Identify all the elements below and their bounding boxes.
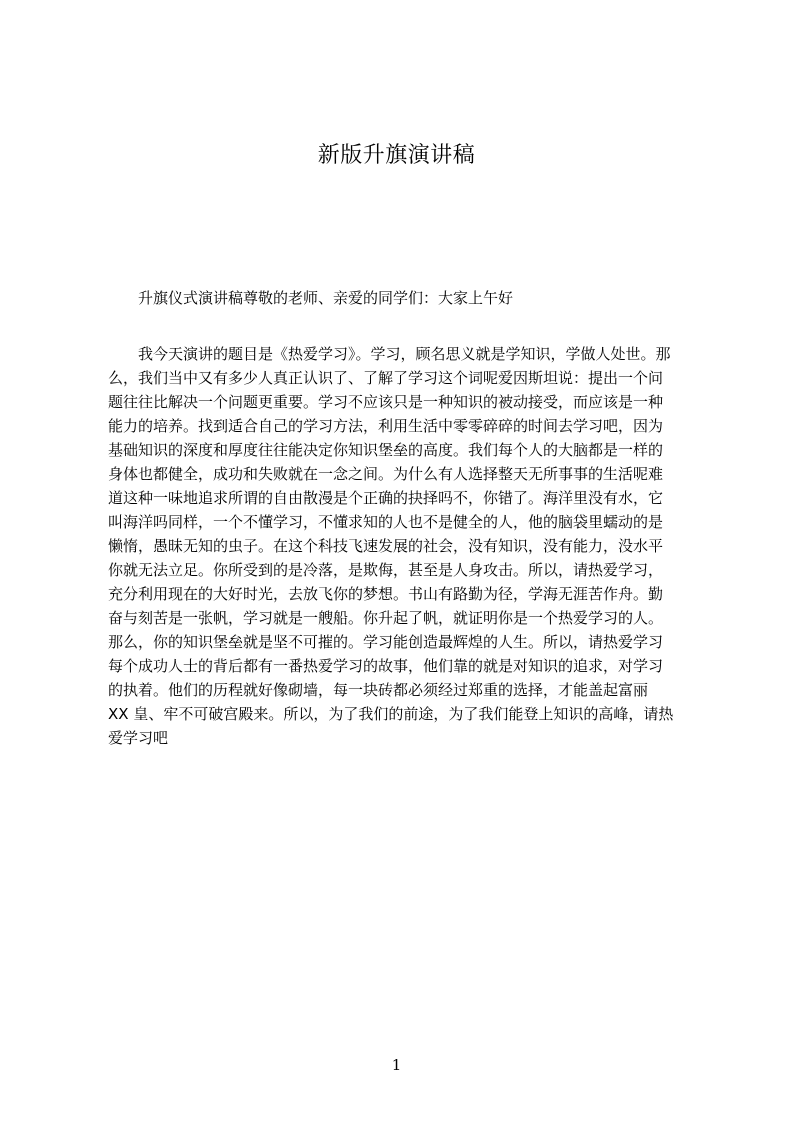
page-number: 1 <box>391 1056 402 1074</box>
body-line: 爱学习吧 <box>108 729 169 747</box>
body-line: 基础知识的深度和厚度往往能决定你知识堡垒的高度。我们每个人的大脑都是一样的 <box>108 441 664 459</box>
document-title: 新版升旗演讲稿 <box>317 143 476 168</box>
body-line: 每个成功人士的背后都有一番热爱学习的故事，他们靠的就是对知识的追求，对学习 <box>108 657 664 675</box>
body-line: 懒惰，愚昧无知的虫子。在这个科技飞速发展的社会，没有知识，没有能力，没水平 <box>108 537 664 555</box>
body-line: 我今天演讲的题目是《热爱学习》。学习，顾名思义就是学知识，学做人处世。那 <box>108 345 671 363</box>
body-line: XX 皇、牢不可破宫殿来。所以，为了我们的前途，为了我们能登上知识的高峰，请热 <box>108 705 674 723</box>
body-line: 充分利用现在的大好时光，去放飞你的梦想。书山有路勤为径，学海无涯苦作舟。勤 <box>108 585 664 603</box>
body-line: 奋与刻苦是一张帆，学习就是一艘船。你升起了帆，就证明你是一个热爱学习的人。 <box>108 609 664 627</box>
body-line: 那么，你的知识堡垒就是坚不可摧的。学习能创造最辉煌的人生。所以，请热爱学习 <box>108 633 664 651</box>
body-line: 道这种一味地追求所谓的自由散漫是个正确的抉择吗不，你错了。海洋里没有水，它 <box>108 489 664 507</box>
body-line: 的执着。他们的历程就好像砌墙，每一块砖都必须经过郑重的选择，才能盖起富丽 <box>108 681 649 699</box>
body-line: 么，我们当中又有多少人真正认识了、了解了学习这个词呢爱因斯坦说：提出一个问 <box>108 369 664 387</box>
document-body <box>108 342 718 750</box>
body-line: 叫海洋吗同样，一个不懂学习，不懂求知的人也不是健全的人，他的脑袋里蠕动的是 <box>108 513 664 531</box>
body-line: 你就无法立足。你所受到的是冷落，是欺侮，甚至是人身攻击。所以，请热爱学习， <box>108 561 664 579</box>
body-line: 能力的培养。找到适合自己的学习方法，利用生活中零零碎碎的时间去学习吧，因为 <box>108 417 664 435</box>
body-line: 身体也都健全，成功和失败就在一念之间。为什么有人选择整天无所事事的生活呢难 <box>108 465 664 483</box>
body-line: 题往往比解决一个问题更重要。学习不应该只是一种知识的被动接受，而应该是一种 <box>108 393 664 411</box>
document-subtitle: 升旗仪式演讲稿尊敬的老师、亲爱的同学们：大家上午好 <box>138 289 514 307</box>
